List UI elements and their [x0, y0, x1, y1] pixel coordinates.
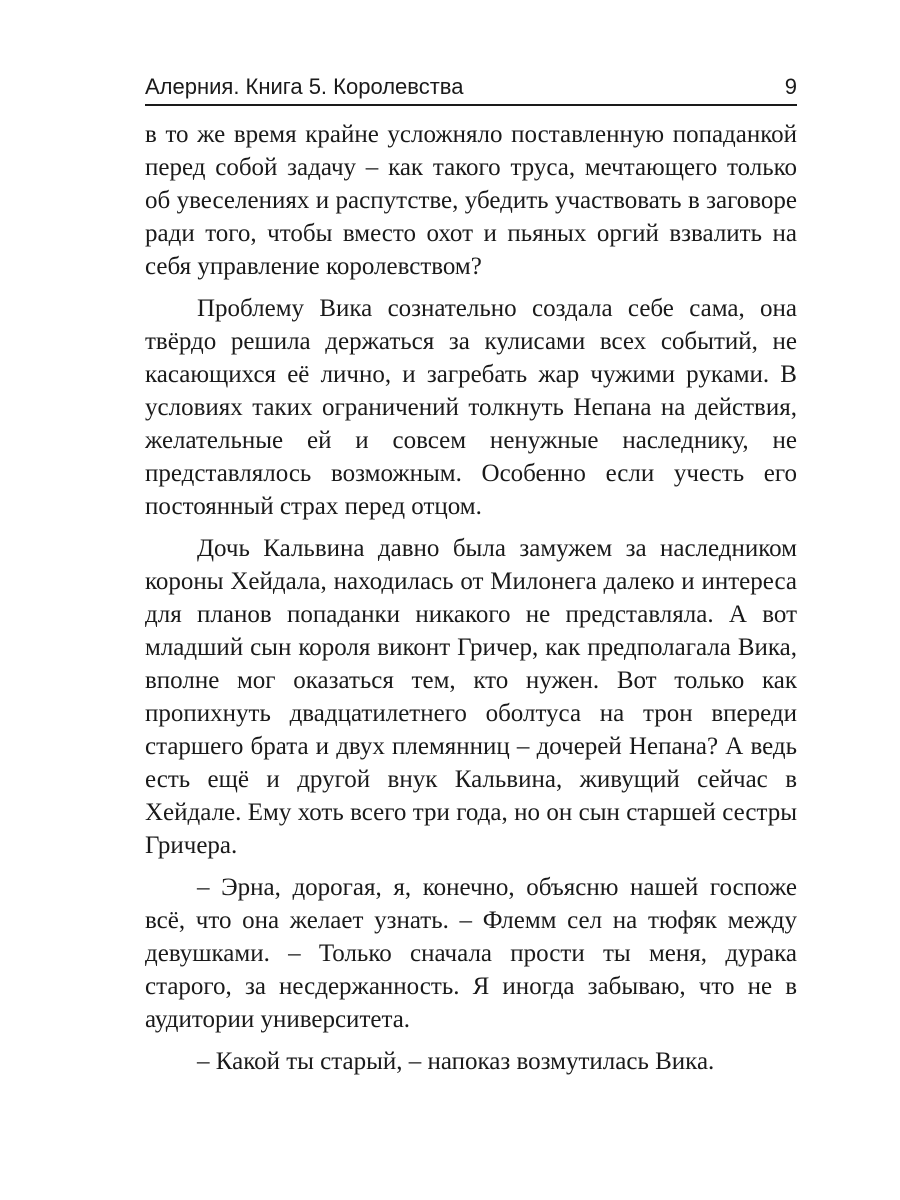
running-header: [145, 72, 797, 102]
paragraph-5: – Какой ты старый, – напоказ возмутилась Вика.: [197, 1048, 715, 1075]
paragraph-2: Проблему Вика сознательно создала себе сама, она твёрдо решила держаться за кулисами всех событий, не касающихся её лично, и загребать жар чужими руками. В условиях таких ограничений толкнуть Непана на действия, желательные ей и совсем ненужные наследнику, не представлялось возможным. Особенно если учесть его постоянный страх перед отцом.: [145, 295, 797, 520]
page-body: [145, 118, 797, 1087]
book-title: Алерния. Книга 5. Королевства: [145, 74, 464, 99]
header-divider: [145, 104, 797, 106]
paragraph-1: в то же время крайне усложняло поставленную попаданкой перед собой задачу – как такого труса, мечтающего только об увеселениях и распутстве, убедить участвовать в заговоре ради того, чтобы вместо охот и пьяных оргий взвалить на себя управление королевством?: [145, 121, 797, 280]
paragraph-3: Дочь Кальвина давно была замужем за наследником короны Хейдала, находилась от Милонега далеко и интереса для планов попаданки никакого не представляла. А вот младший сын короля виконт Гричер, как предполагала Вика, вполне мог оказаться тем, кто нужен. Вот только как пропихнуть двадцатилетнего оболтуса на трон впереди старшего брата и двух племянниц – дочерей Непана? А ведь есть ещё и другой внук Кальвина, живущий сейчас в Хейдале. Ему хоть всего три года, но он сын старшей сестры Гричера.: [145, 535, 797, 859]
page-number: 9: [784, 74, 797, 99]
paragraph-4: – Эрна, дорогая, я, конечно, объясню нашей госпоже всё, что она желает узнать. – Флемм сел на тюфяк между девушками. – Только сначала прости ты меня, дурака старого, за несдержанность. Я иногда забываю, что не в аудитории университета.: [145, 874, 797, 1033]
